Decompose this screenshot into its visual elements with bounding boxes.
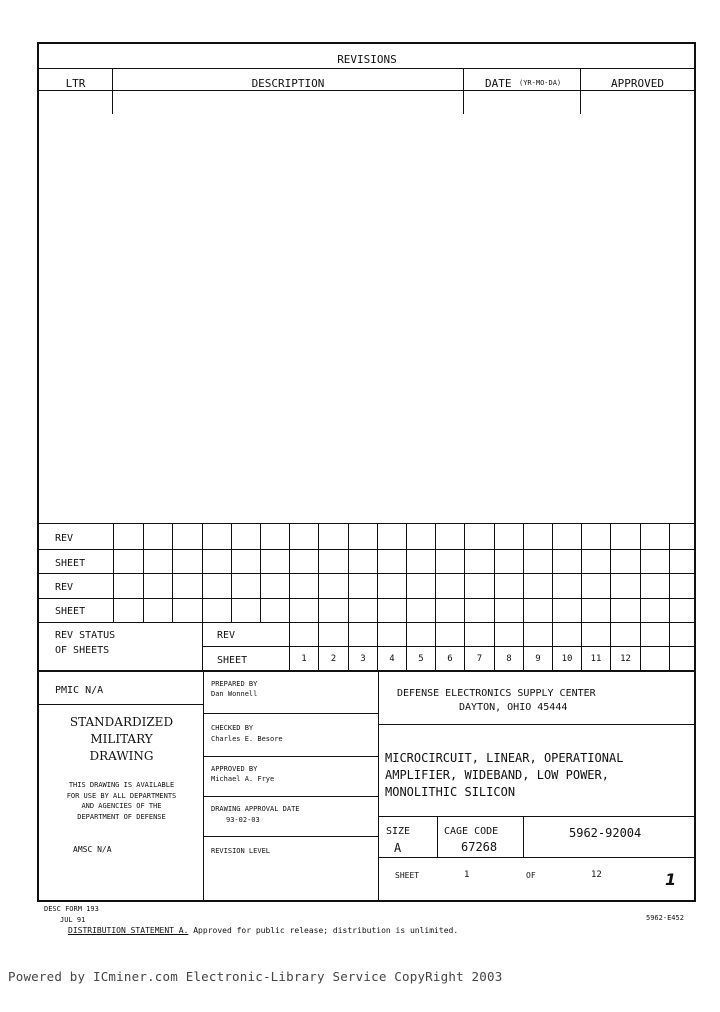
rev-row-label: REV xyxy=(55,533,74,544)
rev-row-label: REV xyxy=(55,582,74,593)
drawing-type-title: MILITARY xyxy=(90,732,153,746)
size-value: A xyxy=(394,841,402,855)
drawing-type-title: STANDARDIZED xyxy=(69,715,174,729)
availability-note: AND AGENCIES OF THE xyxy=(81,802,162,810)
distribution-statement xyxy=(68,927,458,935)
agency-name: DEFENSE ELECTRONICS SUPPLY CENTER xyxy=(397,688,596,699)
drawing-title: AMPLIFIER, WIDEBAND, LOW POWER, xyxy=(385,768,609,782)
drawing-title: MICROCIRCUIT, LINEAR, OPERATIONAL xyxy=(385,751,624,765)
sheet-number: 9 xyxy=(535,654,541,664)
approved-by-name: Michael A. Frye xyxy=(211,775,275,783)
approved-by-label: APPROVED BY xyxy=(211,765,258,773)
sheet-number: 5 xyxy=(418,654,424,664)
revision-level-label: REVISION LEVEL xyxy=(211,847,271,855)
powered-by-banner: Powered by ICminer.com Electronic-Library Service CopyRight 2003 xyxy=(8,969,503,984)
of-value: 12 xyxy=(591,870,602,880)
sheet-row-label: SHEET xyxy=(55,558,86,569)
of-sheets-label: OF SHEETS xyxy=(55,645,110,656)
sheet-number: 7 xyxy=(476,654,483,664)
approval-date-value: 93-02-03 xyxy=(226,816,260,824)
sheet-value: 1 xyxy=(464,870,470,880)
drawing-type-title: DRAWING xyxy=(89,749,154,763)
cage-code-value: 67268 xyxy=(461,840,498,854)
availability-note: DEPARTMENT OF DEFENSE xyxy=(77,813,166,821)
distribution-label: DISTRIBUTION STATEMENT A. xyxy=(68,926,189,935)
cage-code-label: CAGE CODE xyxy=(444,826,499,837)
form-number: DESC FORM 193 xyxy=(44,905,99,913)
approved-header: APPROVED xyxy=(611,77,664,90)
sheet-number: 11 xyxy=(590,654,602,664)
sheet-row-label: SHEET xyxy=(55,606,86,617)
ltr-header: LTR xyxy=(65,77,86,90)
sheet-number: 12 xyxy=(620,654,631,664)
checked-by-label: CHECKED BY xyxy=(211,724,254,732)
sheet-number: 1 xyxy=(301,654,307,664)
date-header: DATE xyxy=(485,77,512,90)
checked-by-name: Charles E. Besore xyxy=(211,735,283,743)
sheet-number: 6 xyxy=(447,654,453,664)
rev-status-label: REV STATUS xyxy=(55,630,116,641)
sheet-number: 2 xyxy=(330,654,337,664)
drawing-number: 5962-92004 xyxy=(569,826,642,840)
form-date: JUL 91 xyxy=(60,916,86,924)
description-header: DESCRIPTION xyxy=(251,77,325,90)
sheet-label: SHEET xyxy=(217,655,248,666)
approval-date-label: DRAWING APPROVAL DATE xyxy=(211,805,300,813)
amsc-label: AMSC N/A xyxy=(73,845,112,854)
prepared-by-label: PREPARED BY xyxy=(211,680,258,688)
distribution-text: Approved for public release; distribution is unlimited. xyxy=(188,926,459,935)
sheet-number: 4 xyxy=(389,654,395,664)
revisions-title: REVISIONS xyxy=(337,53,397,66)
availability-note: FOR USE BY ALL DEPARTMENTS xyxy=(66,792,177,800)
sheet-number: 3 xyxy=(360,654,366,664)
date-format-header: (YR-MO-DA) xyxy=(519,79,562,87)
size-label: SIZE xyxy=(386,826,411,837)
availability-note: THIS DRAWING IS AVAILABLE xyxy=(68,781,175,789)
drawing-title: MONOLITHIC SILICON xyxy=(385,785,516,799)
of-label: OF xyxy=(526,871,536,880)
sheet-label: SHEET xyxy=(395,871,420,880)
prepared-by-name: Dan Wonnell xyxy=(211,690,258,698)
sheet-number: 8 xyxy=(506,654,512,664)
agency-location: DAYTON, OHIO 45444 xyxy=(459,702,568,713)
document-code: 5962-E452 xyxy=(646,914,684,922)
rev-label: REV xyxy=(217,630,236,641)
page-mark: 1 xyxy=(665,870,677,889)
sheet-number: 10 xyxy=(561,654,573,664)
pmic-label: PMIC N/A xyxy=(55,685,104,696)
